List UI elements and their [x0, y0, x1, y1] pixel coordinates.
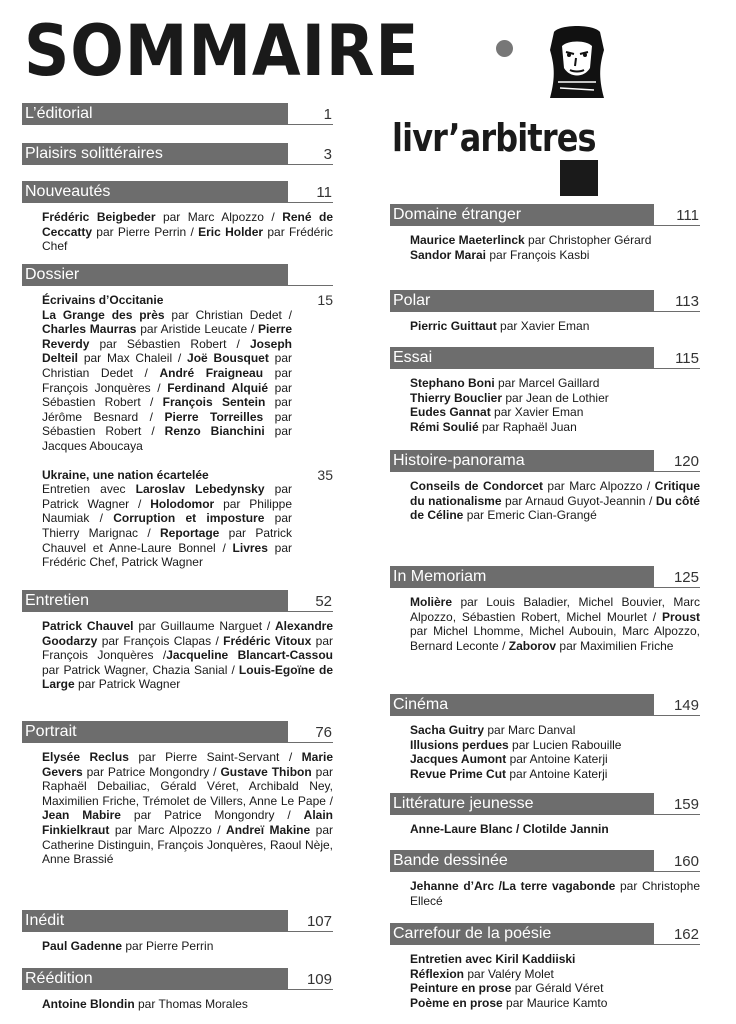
section-page-number: 107: [306, 913, 332, 930]
toc-section[interactable]: [390, 290, 700, 334]
title-dot: [496, 40, 513, 57]
section-heading: Histoire-panorama: [390, 450, 654, 472]
toc-section[interactable]: [22, 143, 333, 165]
mask-illustration: [548, 24, 606, 100]
section-heading: Littérature jeunesse: [390, 793, 654, 815]
toc-section[interactable]: [390, 347, 700, 434]
dossier-subsection: Ukraine, une nation écartelée Entretien avec Laroslav Lebedynsky par Patrick Wagner / Holodomor par Philippe Naumiak / Corruption et imposture par Thierry Marignac / Reportage par Patrick Chauvel et Anne-Laure Bonnel / Livres par Frédéric Chef, Patrick Wagner 35: [42, 466, 333, 570]
toc-section[interactable]: [390, 566, 700, 653]
section-heading: Inédit: [22, 910, 288, 932]
toc-section[interactable]: [22, 264, 333, 570]
dossier-subsection: Écrivains d’Occitanie La Grange des près par Christian Dedet / Charles Maurras par Aristide Leucate / Pierre Reverdy par Sébastien Robert / Joseph Delteil par Max Chaleil / Joë Bousquet par Christian Dedet / André Fraigneau par François Jonquères / Ferdinand Alquié par Sébastien Robert / François Sentein par Jérôme Besnard / Pierre Torreilles par Sébastien Robert / Renzo Bianchini par Jacques Aboucaya 15: [42, 292, 333, 453]
section-heading: Réédition: [22, 968, 288, 990]
section-heading: Polar: [390, 290, 654, 312]
section-heading: Domaine étranger: [390, 204, 654, 226]
section-page-number: 76: [315, 724, 332, 741]
section-heading: Plaisirs solittéraires: [22, 143, 288, 165]
section-entries: Molière par Louis Baladier, Michel Bouvier, Marc Alpozzo, Sébastien Robert, Michel Mourlet / Proust par Michel Lhomme, Michel Aubouin, Marc Alpozzo, Bernard Leconte / Zaborov par Maximilien Friche: [410, 595, 700, 653]
section-entries: Anne-Laure Blanc / Clotilde Jannin: [410, 822, 609, 836]
section-heading: Entretien: [22, 590, 288, 612]
section-page-number: 52: [315, 593, 332, 610]
section-heading: Cinéma: [390, 694, 654, 716]
section-page-number: 159: [673, 796, 699, 813]
toc-section[interactable]: [22, 910, 333, 954]
section-page-number: 3: [323, 146, 332, 163]
section-heading: Dossier: [22, 264, 288, 286]
toc-section[interactable]: [22, 103, 333, 125]
section-page-number: 149: [673, 697, 699, 714]
section-entries: Antoine Blondin par Thomas Morales: [42, 997, 248, 1011]
section-heading: Essai: [390, 347, 654, 369]
section-entries: Patrick Chauvel par Guillaume Narguet / Alexandre Goodarzy par François Clapas / Frédéric Vitoux par François Jonquères /Jacqueline Blancart-Cassou par Patrick Wagner, Chazia Sanial / Louis-Egoïne de Large par Patrick Wagner: [42, 619, 334, 692]
section-heading: Bande dessinée: [390, 850, 654, 872]
section-heading: Portrait: [22, 721, 288, 743]
section-page-number: 125: [673, 569, 699, 586]
section-entries: Sacha Guitry par Marc Danval Illusions perdues par Lucien Rabouille Jacques Aumont par Antoine Katerji Revue Prime Cut par Antoine Katerji: [410, 723, 622, 781]
section-entries: Elysée Reclus par Pierre Saint-Servant / Marie Gevers par Patrice Mongondry / Gustave Thibon par Raphaël Debailiac, Gérald Véret, Archibald Ney, Maximilien Friche, Trémolet de Villers, Anne Le Pape / Jean Mabire par Patrice Mongondry / Alain Finkielkraut par Marc Alpozzo / Andreï Makine par Catherine Distinguin, François Jonquères, Raoul Nèje, Anne Brassié: [42, 750, 334, 867]
subsection-page-number: 35: [317, 466, 333, 483]
toc-section[interactable]: [390, 450, 700, 523]
toc-section[interactable]: [22, 721, 333, 867]
subsection-page-number: 15: [317, 292, 333, 308]
section-page-number: 162: [673, 926, 699, 943]
section-heading: In Memoriam: [390, 566, 654, 588]
toc-section[interactable]: [22, 590, 333, 692]
section-entries: Entretien avec Kiril Kaddiiski Réflexion par Valéry Molet Peinture en prose par Gérald Véret Poème en prose par Maurice Kamto: [410, 952, 608, 1010]
toc-section[interactable]: [390, 923, 700, 1010]
section-entries: Paul Gadenne par Pierre Perrin: [42, 939, 214, 953]
section-page-number: 115: [675, 350, 699, 367]
toc-section[interactable]: [390, 793, 700, 837]
section-entries: Pierric Guittaut par Xavier Eman: [410, 319, 590, 333]
section-page-number: 111: [676, 207, 699, 224]
page-title: SOMMAIRE: [24, 10, 420, 92]
toc-section[interactable]: [390, 694, 700, 781]
section-heading: L’éditorial: [22, 103, 288, 125]
livr-arbitres-logo: livr’arbitres: [392, 108, 642, 198]
section-heading: Nouveautés: [22, 181, 288, 203]
section-page-number: 120: [673, 453, 699, 470]
section-heading: Carrefour de la poésie: [390, 923, 654, 945]
toc-section[interactable]: [390, 204, 700, 262]
section-page-number: 11: [316, 184, 332, 201]
section-entries: Conseils de Condorcet par Marc Alpozzo / Critique du nationalisme par Arnaud Guyot-Jeannin / Du côté de Céline par Emeric Cian-Grangé: [410, 479, 700, 523]
section-entries: Jehanne d’Arc /La terre vagabonde par Christophe Ellecé: [410, 879, 701, 908]
section-page-number: 1: [323, 106, 332, 123]
toc-section[interactable]: [22, 181, 333, 254]
section-page-number: 109: [306, 971, 332, 988]
toc-section[interactable]: [390, 850, 700, 908]
section-page-number: 113: [675, 293, 699, 310]
section-entries: Maurice Maeterlinck par Christopher Gérard Sandor Marai par François Kasbi: [410, 233, 652, 262]
toc-section[interactable]: [22, 968, 333, 1012]
section-entries: Frédéric Beigbeder par Marc Alpozzo / René de Ceccatty par Pierre Perrin / Eric Holder par Frédéric Chef: [42, 210, 333, 254]
section-entries: Stephano Boni par Marcel Gaillard Thierry Bouclier par Jean de Lothier Eudes Gannat par Xavier Eman Rémi Soulié par Raphaël Juan: [410, 376, 609, 434]
section-page-number: 160: [673, 853, 699, 870]
